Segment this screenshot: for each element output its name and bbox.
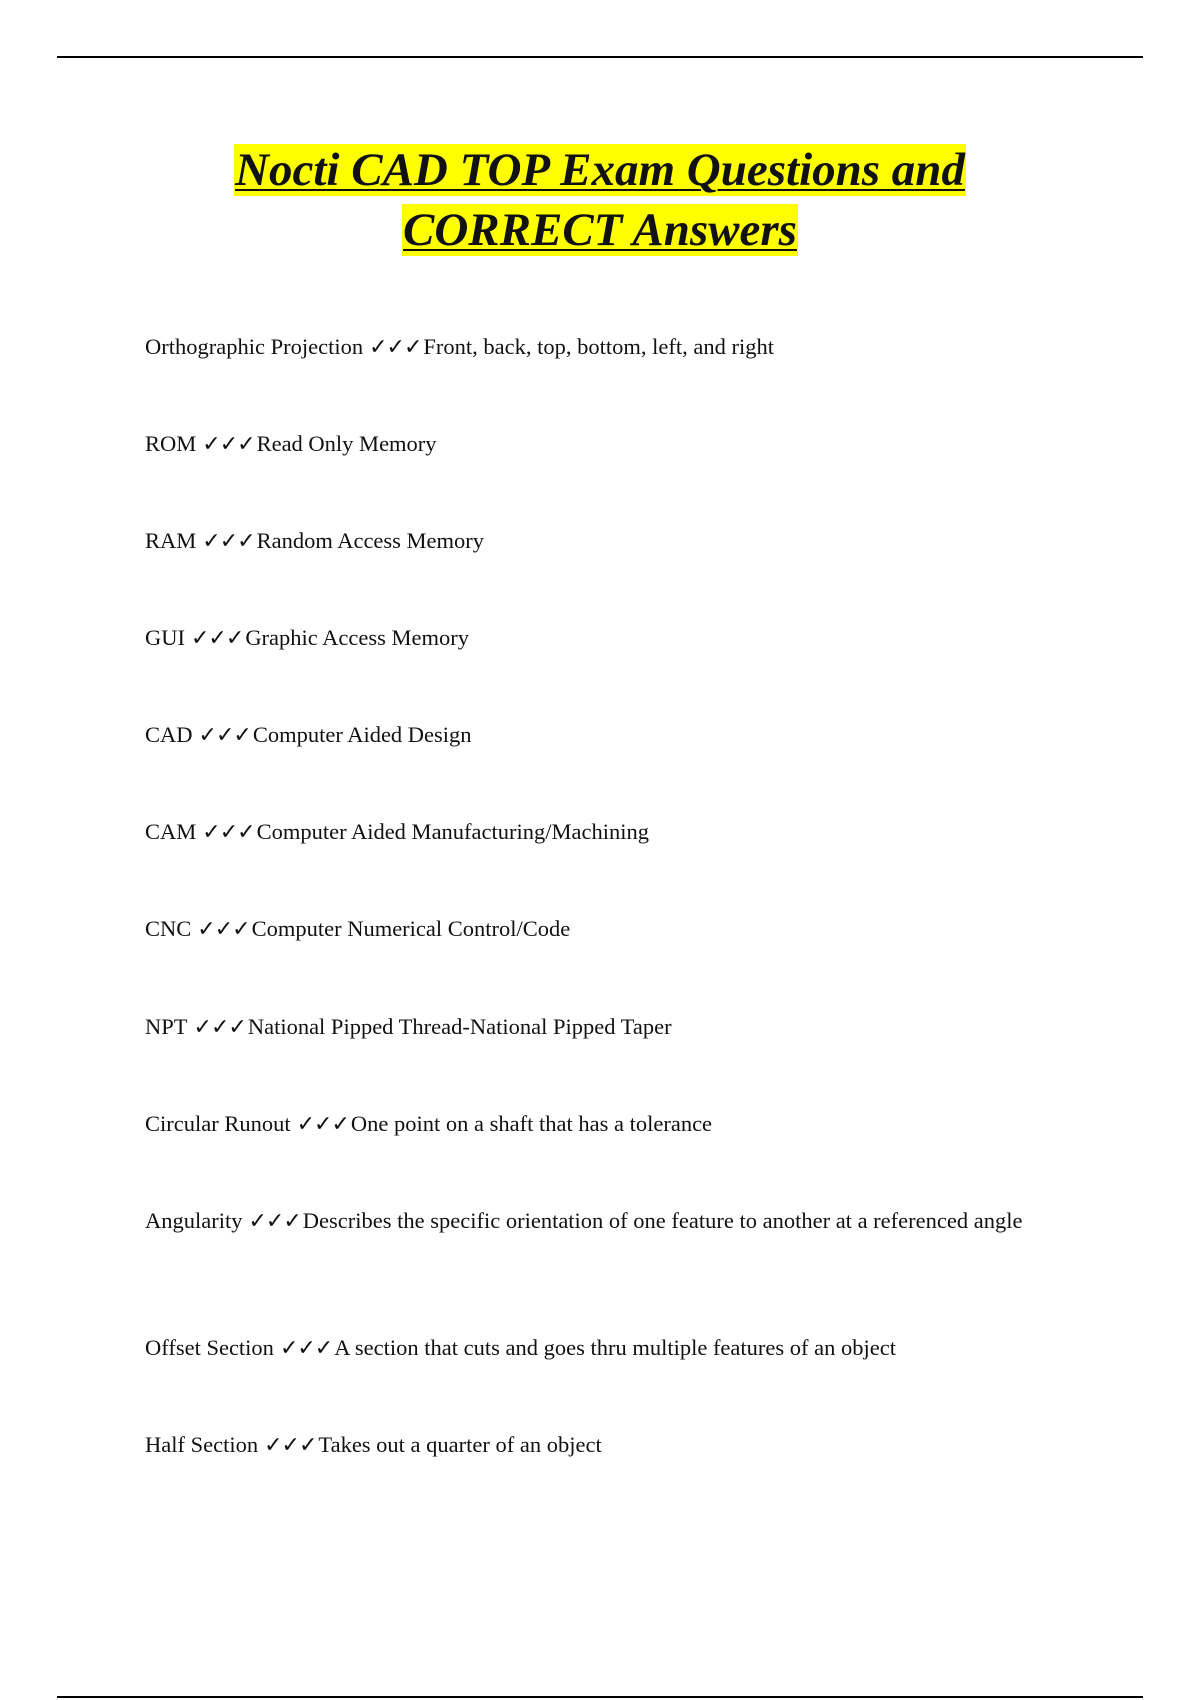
qa-answer: Computer Aided Manufacturing/Machining (256, 819, 649, 844)
check-mark-icon: ✓✓✓ (197, 917, 250, 942)
qa-answer: Computer Numerical Control/Code (251, 916, 571, 941)
qa-term: CAD (145, 722, 193, 747)
check-mark-icon: ✓✓✓ (248, 1209, 301, 1234)
qa-item-rom (145, 428, 1050, 460)
qa-item-circular-runout (145, 1108, 1050, 1140)
qa-term: RAM (145, 528, 197, 553)
check-mark-icon: ✓✓✓ (198, 723, 251, 748)
qa-item-orthographic-projection (145, 331, 1050, 363)
qa-item-ram (145, 525, 1050, 557)
qa-answer: Computer Aided Design (252, 722, 472, 747)
qa-term: Offset Section (145, 1335, 274, 1360)
title-line-1: Nocti CAD TOP Exam Questions and (235, 144, 965, 196)
check-mark-icon: ✓✓✓ (279, 1336, 333, 1361)
qa-term: Angularity (145, 1208, 243, 1233)
qa-item-angularity (145, 1205, 1050, 1237)
check-mark-icon: ✓✓✓ (296, 1112, 349, 1137)
check-mark-icon: ✓✓✓ (202, 529, 255, 554)
qa-term: Half Section (145, 1432, 259, 1457)
qa-answer: Takes out a quarter of an object (318, 1432, 602, 1457)
qa-term: NPT (145, 1014, 188, 1039)
qa-answer: One point on a shaft that has a tolerance (350, 1111, 713, 1136)
document-title (0, 140, 1200, 260)
title-line-2: CORRECT Answers (403, 204, 797, 256)
qa-item-half-section (145, 1429, 1050, 1461)
qa-answer: Read Only Memory (256, 431, 437, 456)
qa-term: ROM (145, 431, 197, 456)
qa-answer: Front, back, top, bottom, left, and right (423, 334, 774, 359)
qa-item-offset-section (145, 1332, 1050, 1364)
qa-item-cnc (145, 913, 1050, 945)
qa-item-npt (145, 1011, 1050, 1043)
check-mark-icon: ✓✓✓ (369, 335, 422, 360)
qa-answer: National Pipped Thread-National Pipped Taper (247, 1014, 672, 1039)
qa-term: CNC (145, 916, 192, 941)
qa-item-cad (145, 719, 1050, 751)
qa-item-gui (145, 622, 1050, 654)
check-mark-icon: ✓✓✓ (264, 1433, 317, 1458)
qa-answer: Random Access Memory (256, 528, 485, 553)
qa-term: CAM (145, 819, 197, 844)
qa-term: Circular Runout (145, 1111, 291, 1136)
qa-item-cam (145, 816, 1050, 848)
top-rule (57, 56, 1143, 58)
qa-term: Orthographic Projection (145, 334, 364, 359)
bottom-rule (57, 1696, 1143, 1698)
qa-term: GUI (145, 625, 185, 650)
check-mark-icon: ✓✓✓ (202, 432, 255, 457)
qa-answer: A section that cuts and goes thru multiple features of an object (334, 1335, 896, 1360)
qa-answer: Describes the specific orientation of one feature to another at a referenced angle (302, 1208, 1023, 1233)
qa-answer: Graphic Access Memory (245, 625, 469, 650)
check-mark-icon: ✓✓✓ (191, 626, 244, 651)
check-mark-icon: ✓✓✓ (193, 1015, 246, 1040)
check-mark-icon: ✓✓✓ (202, 820, 255, 845)
